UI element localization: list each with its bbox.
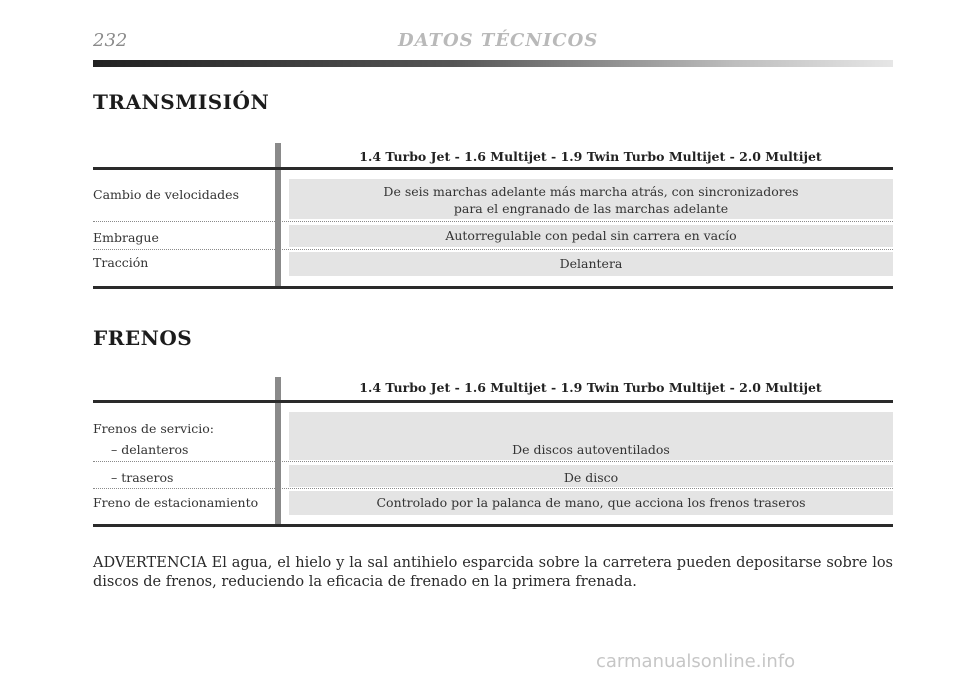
row-label-delanteros: – delanteros xyxy=(111,442,189,457)
table-bottom-rule xyxy=(93,286,893,289)
row-divider xyxy=(93,488,893,489)
row-divider xyxy=(93,461,893,462)
column-header: 1.4 Turbo Jet - 1.6 Multijet - 1.9 Twin Turbo Multijet - 2.0 Multijet xyxy=(359,149,822,164)
frenos-table xyxy=(93,377,893,529)
row-label-embrague: Embrague xyxy=(93,230,159,245)
table-bottom-rule xyxy=(93,524,893,527)
row-value-delanteros: De discos autoventilados xyxy=(512,442,670,457)
site-watermark: carmanualsonline.info xyxy=(596,651,796,672)
header-rule xyxy=(93,60,893,67)
row-value-traccion: Delantera xyxy=(559,256,623,271)
row-label-freno-estacionamiento: Freno de estacionamiento xyxy=(93,495,259,510)
table-top-rule xyxy=(93,400,893,403)
row-label-cambio: Cambio de velocidades xyxy=(93,187,239,202)
column-header: 1.4 Turbo Jet - 1.6 Multijet - 1.9 Twin Turbo Multijet - 2.0 Multijet xyxy=(359,380,822,395)
row-value-embrague: Autorregulable con pedal sin carrera en vacío xyxy=(445,228,737,243)
row-value-cambio-line2: para el engranado de las marchas adelante xyxy=(453,201,729,216)
transmision-table xyxy=(93,143,893,291)
section-title-frenos: FRENOS xyxy=(93,326,193,350)
row-divider xyxy=(93,221,893,222)
row-divider xyxy=(93,249,893,250)
row-value-cambio-line1: De seis marchas adelante más marcha atrás, con sincronizadores xyxy=(383,184,799,199)
table-top-rule xyxy=(93,167,893,170)
row-value-traseros: De disco xyxy=(563,470,619,485)
table-vertical-bar xyxy=(275,143,281,289)
row-label-traccion: Tracción xyxy=(93,255,149,270)
row-label-traseros: – traseros xyxy=(111,470,174,485)
row-value-freno-estacionamiento: Controlado por la palanca de mano, que acciona los frenos traseros xyxy=(376,495,806,510)
section-title-transmision: TRANSMISIÓN xyxy=(93,90,270,114)
running-title: DATOS TÉCNICOS xyxy=(398,30,599,51)
page-number: 232 xyxy=(93,30,128,51)
warning-paragraph: ADVERTENCIA El agua, el hielo y la sal antihielo esparcida sobre la carretera pueden depositarse sobre los discos de frenos, reduciendo la eficacia de frenado en la primera frenada. xyxy=(93,555,893,590)
row-label-frenos-servicio: Frenos de servicio: xyxy=(93,421,214,436)
